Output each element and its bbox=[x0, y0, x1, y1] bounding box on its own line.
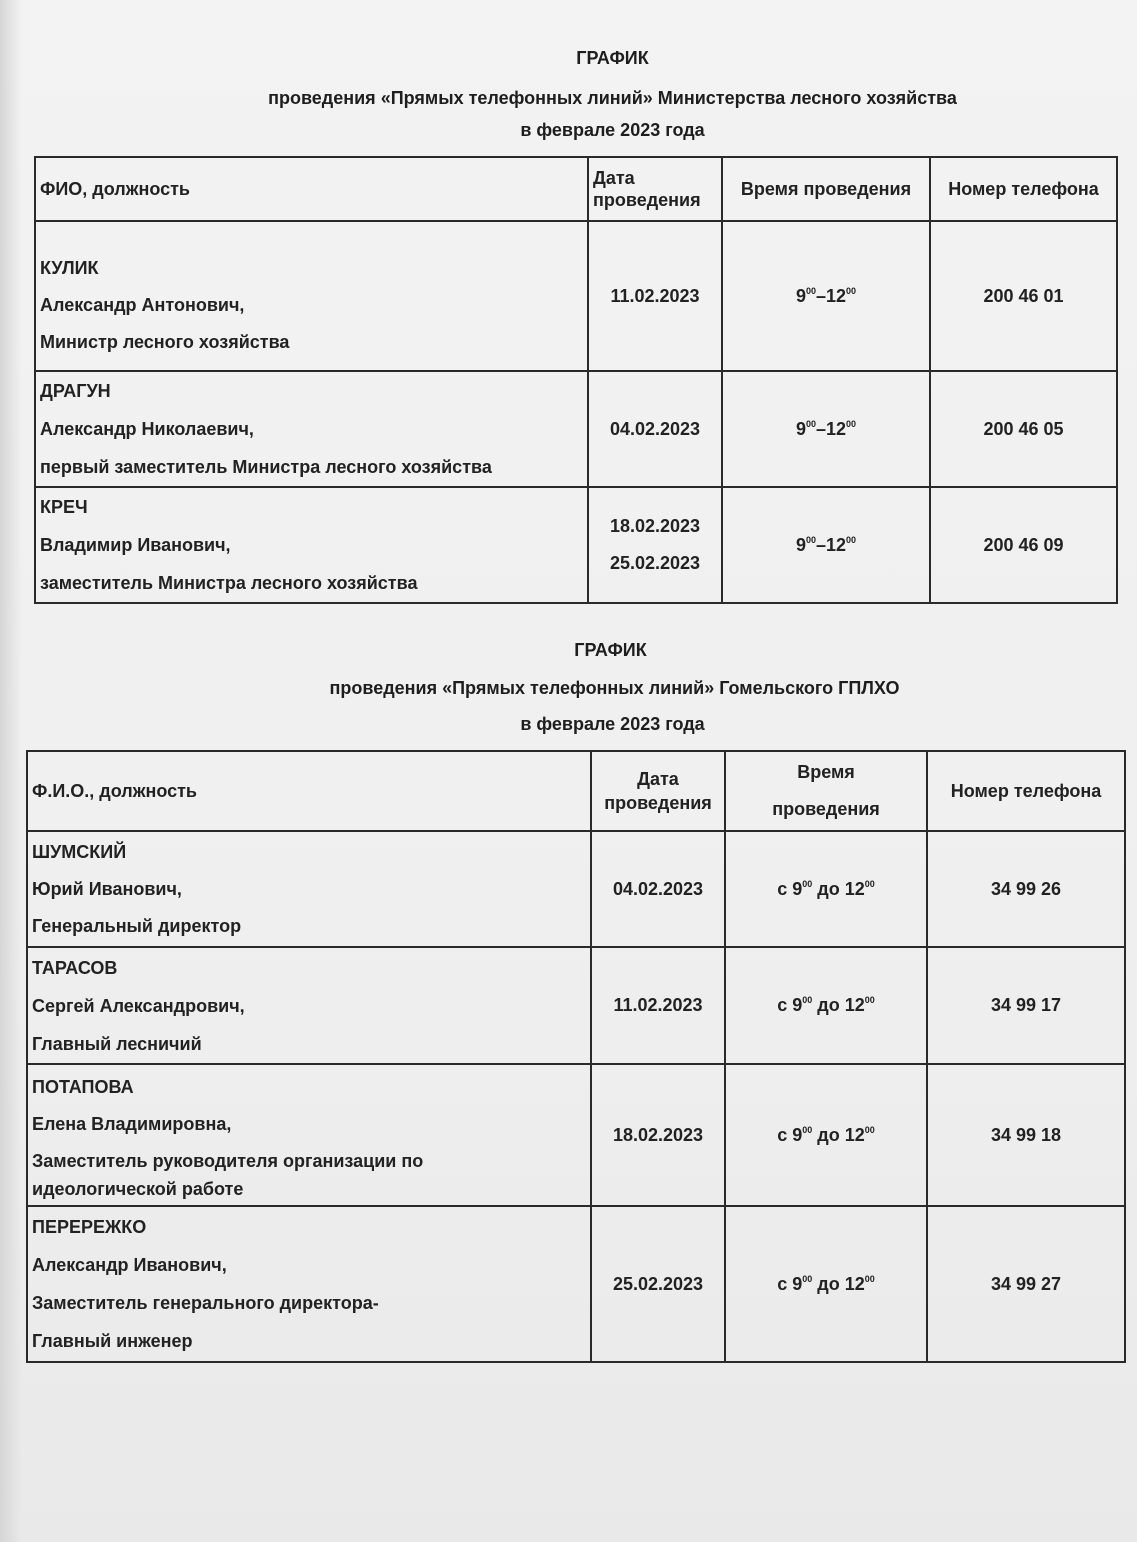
person-given-name: Александр Николаевич, bbox=[40, 419, 254, 439]
person-position: Министр лесного хозяйства bbox=[40, 331, 290, 352]
time-cell: $9^{00}-12^{00}$ bbox=[722, 487, 930, 603]
date-value-2: 25.02.2023 bbox=[609, 553, 701, 573]
table-row bbox=[35, 487, 1117, 603]
header-date: Дата проведения bbox=[588, 157, 722, 221]
table-row bbox=[27, 1206, 1125, 1362]
phone-cell: 34 99 18 bbox=[927, 1064, 1125, 1206]
schedule-2-table bbox=[26, 750, 1126, 1363]
time-cell: с $9^{00}$ до $12^{00}$ bbox=[725, 1064, 927, 1206]
person-given-name: Елена Владимировна, bbox=[32, 1114, 232, 1134]
header-name: ФИО, должность bbox=[35, 157, 588, 221]
person-position: Заместитель генерального директора- bbox=[32, 1293, 379, 1313]
header-time: Время проведения bbox=[722, 157, 930, 221]
person-position: заместитель Министра лесного хозяйства bbox=[40, 573, 418, 593]
person-surname: ПОТАПОВА bbox=[32, 1077, 134, 1097]
person-cell bbox=[27, 1206, 591, 1362]
person-surname: КРЕЧ bbox=[40, 497, 88, 517]
table-header-row bbox=[27, 751, 1125, 831]
phone-cell: 34 99 17 bbox=[927, 947, 1125, 1064]
person-cell bbox=[35, 487, 588, 603]
person-position-cont: Главный инженер bbox=[32, 1331, 193, 1351]
date-cell: 11.02.2023 bbox=[591, 947, 725, 1064]
schedule-2-subtitle: проведения «Прямых телефонных линий» Гомельского ГПЛХО bbox=[329, 678, 900, 698]
time-cell: $9^{00}-12^{00}$ bbox=[722, 221, 930, 371]
person-surname: КУЛИК bbox=[40, 257, 99, 278]
person-surname: ШУМСКИЙ bbox=[32, 841, 127, 862]
time-cell: с $9^{00}$ до $12^{00}$ bbox=[725, 1206, 927, 1362]
phone-cell: 200 46 09 bbox=[930, 487, 1117, 603]
table-row bbox=[35, 221, 1117, 371]
header-name: Ф.И.О., должность bbox=[27, 751, 591, 831]
person-position: Главный лесничий bbox=[32, 1033, 202, 1054]
schedule-1-title: ГРАФИК bbox=[576, 48, 649, 68]
schedule-1-table bbox=[34, 156, 1118, 604]
person-surname: ПЕРЕРЕЖКО bbox=[32, 1217, 147, 1237]
header-phone: Номер телефона bbox=[930, 157, 1117, 221]
person-position-cont: идеологической работе bbox=[32, 1179, 244, 1199]
person-position: Заместитель руководителя организации по bbox=[32, 1151, 424, 1171]
time-cell: с $9^{00}$ до $12^{00}$ bbox=[725, 947, 927, 1064]
phone-cell: 34 99 26 bbox=[927, 831, 1125, 947]
header-time: Время проведения bbox=[725, 751, 927, 831]
phone-cell: 200 46 05 bbox=[930, 371, 1117, 487]
time-cell: $9^{00}-12^{00}$ bbox=[722, 371, 930, 487]
date-cell: 25.02.2023 bbox=[591, 1206, 725, 1362]
table-row bbox=[27, 947, 1125, 1064]
person-cell bbox=[27, 831, 591, 947]
schedule-1-period: в феврале 2023 года bbox=[520, 120, 705, 140]
schedule-2-title: ГРАФИК bbox=[574, 640, 647, 660]
date-cell bbox=[588, 487, 722, 603]
person-surname: ДРАГУН bbox=[40, 381, 111, 401]
person-cell bbox=[35, 371, 588, 487]
header-date: Дата проведения bbox=[591, 751, 725, 831]
person-given-name: Александр Антонович, bbox=[40, 294, 245, 315]
header-phone: Номер телефона bbox=[927, 751, 1125, 831]
date-cell: 04.02.2023 bbox=[588, 371, 722, 487]
person-cell bbox=[27, 947, 591, 1064]
date-cell: 11.02.2023 bbox=[588, 221, 722, 371]
person-given-name: Сергей Александрович, bbox=[32, 995, 245, 1016]
person-surname: ТАРАСОВ bbox=[32, 957, 118, 978]
person-cell bbox=[35, 221, 588, 371]
schedule-1-subtitle: проведения «Прямых телефонных линий» Министерства лесного хозяйства bbox=[268, 88, 957, 108]
table-row bbox=[27, 1064, 1125, 1206]
schedule-2-period: в феврале 2023 года bbox=[520, 714, 705, 734]
phone-cell: 34 99 27 bbox=[927, 1206, 1125, 1362]
phone-cell: 200 46 01 bbox=[930, 221, 1117, 371]
person-position: первый заместитель Министра лесного хозяйства bbox=[40, 457, 492, 477]
person-given-name: Юрий Иванович, bbox=[32, 878, 182, 899]
date-value: 18.02.2023 bbox=[609, 516, 701, 536]
page-shadow bbox=[0, 0, 22, 1542]
person-position: Генеральный директор bbox=[32, 915, 242, 936]
date-cell: 18.02.2023 bbox=[591, 1064, 725, 1206]
table-row bbox=[35, 371, 1117, 487]
table-row bbox=[27, 831, 1125, 947]
time-cell: с $9^{00}$ до $12^{00}$ bbox=[725, 831, 927, 947]
date-cell: 04.02.2023 bbox=[591, 831, 725, 947]
person-given-name: Владимир Иванович, bbox=[40, 535, 231, 555]
person-given-name: Александр Иванович, bbox=[32, 1255, 227, 1275]
person-cell bbox=[27, 1064, 591, 1206]
table-header-row bbox=[35, 157, 1117, 221]
